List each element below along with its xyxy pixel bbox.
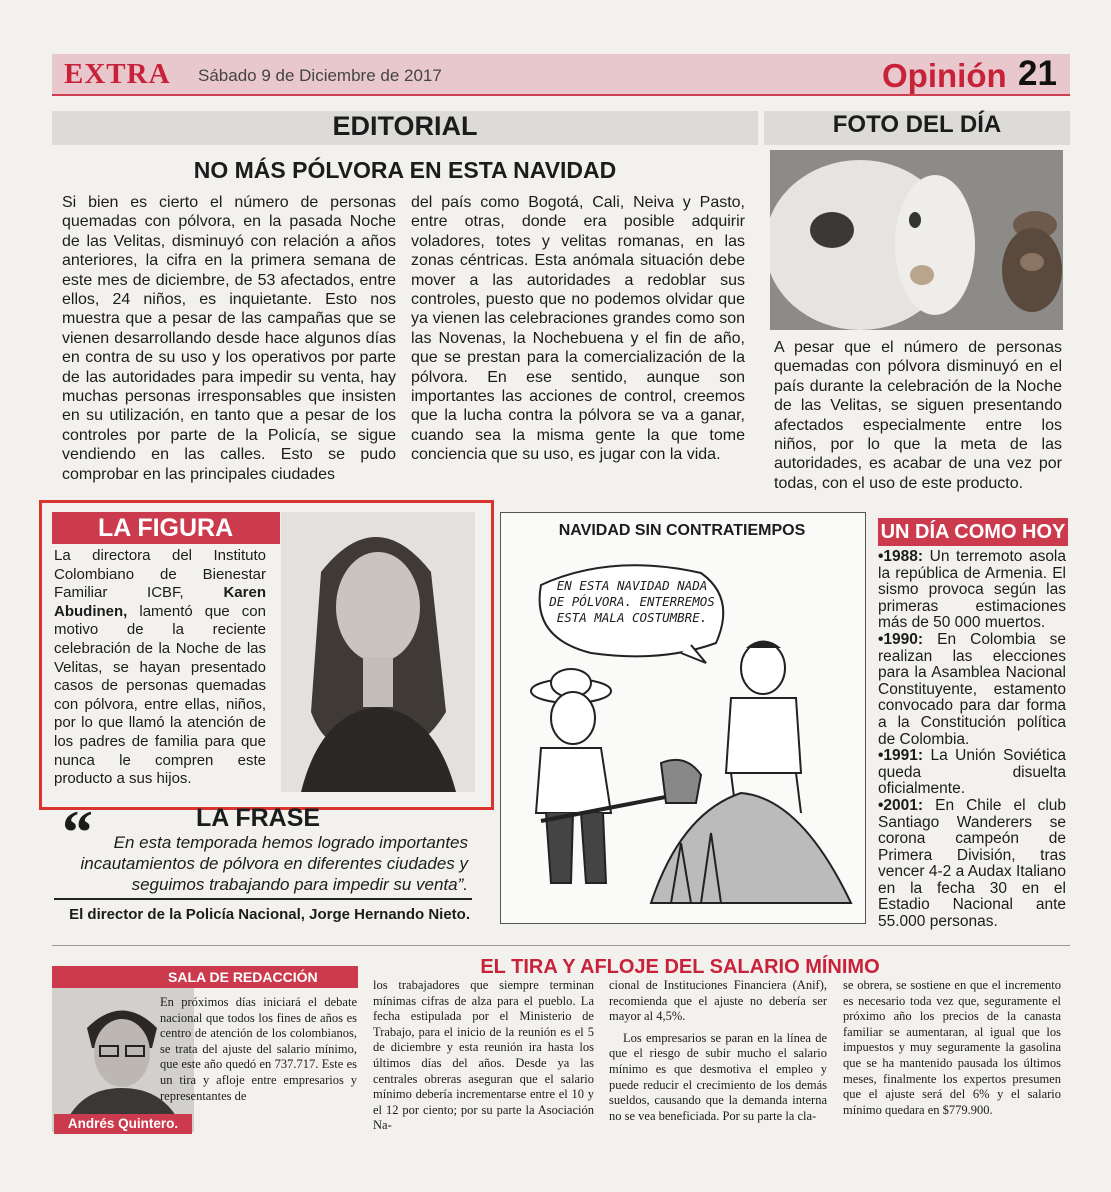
la-figura-label: LA FIGURA [52,512,280,544]
salario-paragraph: cional de Instituciones Financiera (Anif), recomienda que el ajuste no debería ser mayor al 4,5%. [609,978,827,1024]
page-number: 21 [1018,54,1057,93]
la-figura-name: Karen Abudinen, [54,584,266,620]
la-figura-text [54,547,266,789]
history-year: •1990: [878,630,924,648]
columnist-name: Andrés Quintero. [54,1114,192,1134]
la-frase-attribution: El director de la Policía Nacional, Jorge Hernando Nieto. [69,906,470,923]
un-dia-como-hoy-list [878,549,1066,931]
history-entry [878,798,1066,931]
la-figura-text-after: lamentó que con motivo de la reciente celebración de la Noche de las Velitas, se hayan presentado casos de personas quemadas con pólvora, entre ellas, niños, por lo que llamó la atención de los padres de familia para que nunca le compren este producto a sus hijos. [54,602,266,788]
editorial-headline: NO MÁS PÓLVORA EN ESTA NAVIDAD [193,157,617,183]
un-dia-como-hoy-label: UN DÍA COMO HOY [878,518,1068,546]
quote-icon: “ [62,799,93,867]
salario-paragraph: Los empresarios se paran en la línea de que el riesgo de subir mucho el salario mínimo es que desmotiva el empleo y puede reducir el crecimiento de los demás sueldos, causando que la demanda interna no se vea beneficiada. Por su parte la cla- [609,1030,827,1123]
newspaper-logo: EXTRA [64,58,171,90]
history-year: •2001: [878,796,924,814]
history-text: Un terremoto asola la república de Armenia. El sismo provoca según las primeras estimaciones más de 50 000 muertos. [878,548,1066,632]
history-year: •1991: [878,747,924,765]
salario-column-4: se obrera, se sostiene en que el incremento es necesario toda vez que, seguramente el próximo año los precios de la canasta familiar se aumentaran, al igual que los impuestos y muy seguramente la gasolina que se ha mantenido pausada los últimos meses, finalmente los expertos presumen que el ajuste será del 6% y el salario mínimo quedara en $779.900. [843,978,1061,1117]
la-frase-quote: En esta temporada hemos logrado importantes incautamientos de pólvora en diferentes ciudades y seguimos trabajando para impedir su venta”. [80,833,468,894]
salario-headline: EL TIRA Y AFLOJE DEL SALARIO MÍNIMO [480,956,880,978]
history-text: En Colombia se realizan las elecciones para la Asamblea Nacional Constituyente, estamento convocado para dar forma a la Constitución política de Colombia. [878,630,1066,748]
issue-date: Sábado 9 de Diciembre de 2017 [198,66,442,85]
salario-column-3 [609,978,827,1124]
la-frase-rule [54,898,472,900]
salario-column-1: En próximos días iniciará el debate nacional que todos los fines de años es centro de atención de los colombianos, se trata del ajuste del salario mínimo, que este año quedó en 737.717. Este es un tira y afloje entre empresarios y representantes de [160,995,357,1103]
history-entry [878,549,1066,632]
foto-del-dia-label: FOTO DEL DÍA [832,111,1002,138]
sala-de-redaccion-label: SALA DE REDACCIÓN [52,966,358,988]
history-year: •1988: [878,548,924,565]
cartoon-title: NAVIDAD SIN CONTRATIEMPOS [558,522,806,539]
editorial-column-1: Si bien es cierto el número de personas quemadas con pólvora, en la pasada Noche de las Velitas, disminuyó con relación a años anteriores, la cifra en la primera semana de este mes de diciembre, de 53 afectados, entre ellos, 24 niños, es inquietante. Esto nos muestra que a pesar de las campañas que se vienen desarrollando desde hace algunos días en contra de su uso y los operativos por parte de las autoridades para impedir su venta, hay muchas personas irresponsables que insisten en su utilización, en tanto que a pesar de los controles por parte de la Policía, se sigue vendiendo en las calles. Esto se pudo comprobar en las principales ciudades [62,194,396,483]
history-text: La Unión Soviética queda disuelta oficialmente. [878,747,1067,798]
history-text: En Chile el club Santiago Wanderers se corona campeón de Primera División, tras vencer 4-2 a Audax Italiano en la fecha 30 en el Estadio Nacional ante 55.000 personas. [878,796,1067,931]
foto-del-dia-photo [770,150,1063,330]
history-entry [878,632,1066,748]
foto-del-dia-caption: A pesar que el número de personas quemadas con pólvora disminuyó en el país durante la celebración de la Noche de las Velitas, se siguen presentando afectados especialmente entre los niños, por lo que la meta de las autoridades, es acabar de una vez por todas, con el uso de este producto. [774,339,1062,492]
cartoon-box [500,512,866,924]
la-figura-text-before: La directora del Instituto Colombiano de Bienestar Familiar ICBF, [54,547,266,602]
la-frase-label: LA FRASE [196,804,321,832]
editorial-column-2: del país como Bogotá, Cali, Neiva y Pasto, entre otras, donde era posible adquirir voladores, totes y velitas romanas, en las zonas céntricas. Esta anómala situación debe mover a las autoridades a redoblar sus controles, puesto que no podemos olvidar que ya vienen las celebraciones grandes como son las Novenas, la Nochebuena y el fin de año, que se prestan para la comercialización de la pólvora. En ese sentido, aunque son importantes las acciones de control, creemos que la lucha contra la pólvora se va a ganar, cuando sea la misma gente la que tome conciencia que su uso, es jugar con la vida. [411,194,745,464]
bottom-divider [52,945,1070,946]
editorial-label: EDITORIAL [332,111,478,141]
salario-column-2: los trabajadores que siempre terminan mínimas cifras de alza para el pueblo. La fecha estipulada por el Ministerio de Trabajo, para el inicio de la reunión es el 5 de diciembre y esta reunión ira hasta los últimos días del años. Desde ya las centrales obreras aseguran que el salario mínimo debería incrementarse entre el 10 y el 12 por ciento; por su parte la Asociación Na- [373,978,594,1133]
history-entry [878,748,1066,798]
la-figura-portrait [281,512,475,792]
cartoon-speech-bubble: EN ESTA NAVIDAD NADA DE PÓLVORA. ENTERREMOS ESTA MALA COSTUMBRE. [549,578,715,625]
section-title: Opinión [882,57,1007,94]
